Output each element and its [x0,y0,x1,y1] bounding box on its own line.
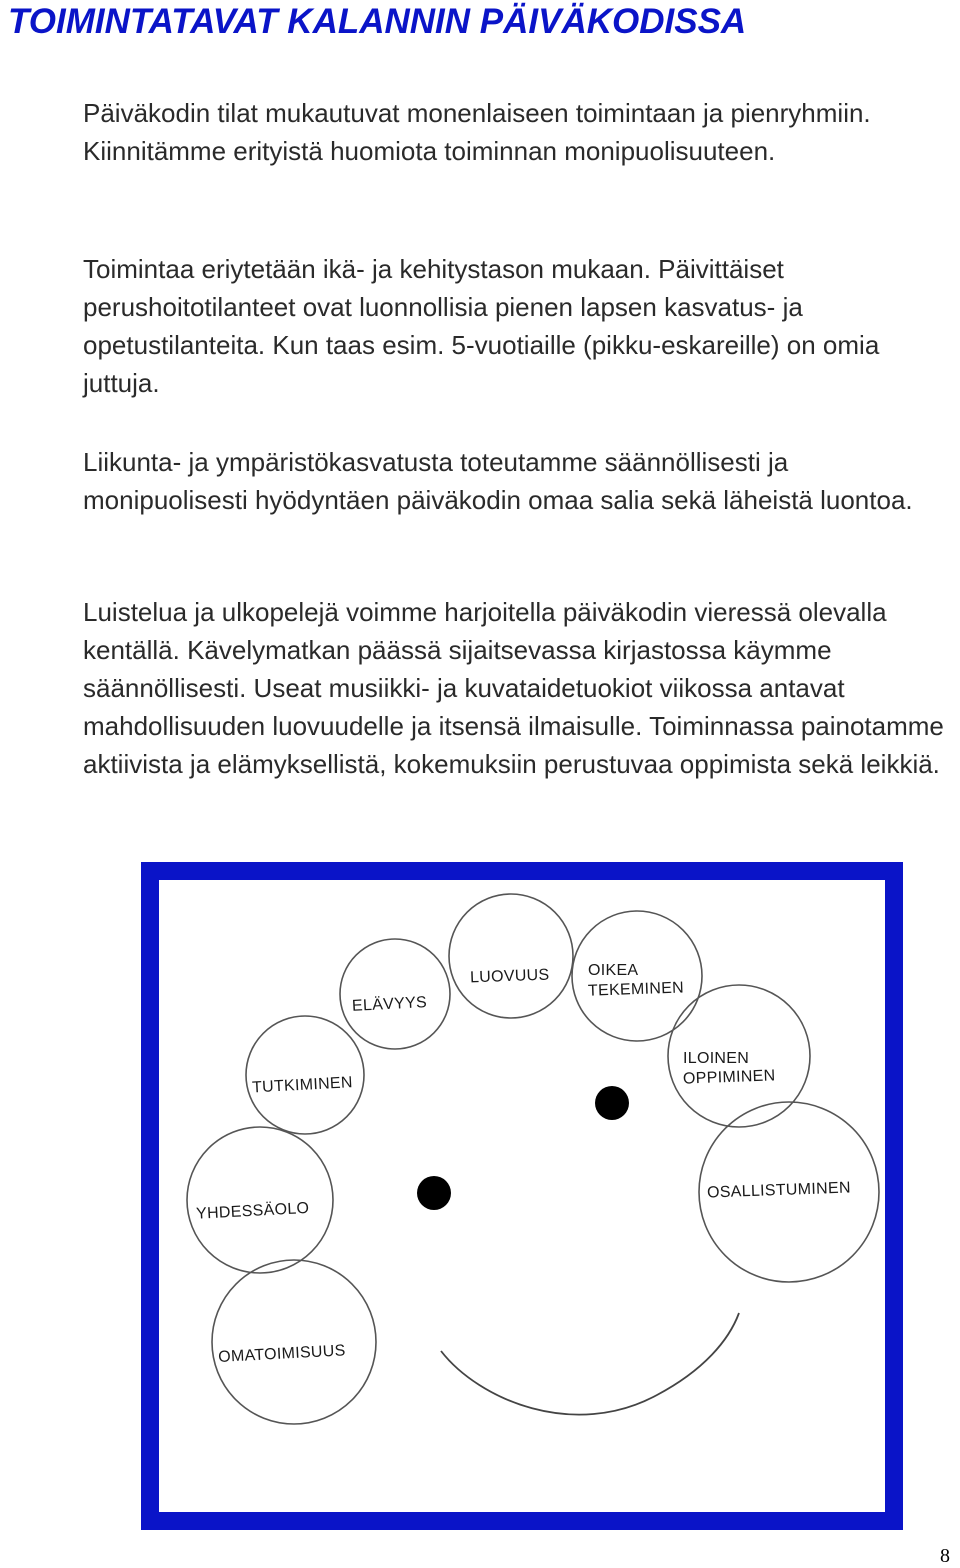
label-yhdessaolo: YHDESSÄOLO [195,1199,310,1223]
paragraph-spaces: Päiväkodin tilat mukautuvat monenlaiseen toimintaan ja pienryhmiin. Kiinnitämme erityistä huomiota toiminnan monipuolisuuteen. [83,98,871,166]
label-oppiminen: OPPIMINEN [682,1067,776,1088]
circle-luovuus [449,894,573,1018]
page-title: TOIMINTATAVAT KALANNIN PÄIVÄKODISSA [8,2,747,41]
right-eye [595,1086,629,1120]
label-elavyys: ELÄVYYS [351,994,428,1015]
label-oikea: OIKEA [588,962,639,979]
label-omatoimisuus: OMATOIMISUUS [217,1342,347,1366]
label-luovuus: LUOVUUS [469,966,550,987]
smiley-circle-diagram [141,862,903,1530]
circle-yhdessaolo [187,1127,333,1273]
label-tekeminen: TEKEMINEN [587,979,685,1000]
label-iloinen: ILOINEN [683,1050,750,1067]
label-tutkiminen: TUTKIMINEN [251,1074,354,1097]
circle-elavyys [340,939,450,1049]
circle-omatoimisuus [212,1260,376,1424]
paragraph-physical-education: Liikunta- ja ympäristökasvatusta toteutamme säännöllisesti ja monipuolisesti hyödyntäen päiväkodin omaa salia sekä läheistä luontoa. [83,447,913,515]
label-osallistuminen: OSALLISTUMINEN [706,1179,852,1202]
paragraph-activities: Luistelua ja ulkopelejä voimme harjoitella päiväkodin vieressä olevalla kentällä. Kävelymatkan päässä sijaitsevassa kirjastossa käymme säännöllisesti. Useat musiikki- ja kuvataidetuokiot viikossa antavat mahdollisuuden luovuudelle ja itsensä ilmaisulle. Toiminnassa painotamme aktiivista ja elämyksellistä, kokemuksiin perustuvaa oppimista sekä leikkiä. [83,597,944,779]
smile-arc [441,1313,739,1415]
paragraph-differentiation: Toimintaa eriytetään ikä- ja kehitystason mukaan. Päivittäiset perushoitotilanteet ovat luonnollisia pienen lapsen kasvatus- ja opetustilanteita. Kun taas esim. 5-vuotiaille (pikku-eskareille) on omia juttuja. [83,254,880,398]
page-number: 8 [940,1545,950,1567]
left-eye [417,1176,451,1210]
diagram-canvas [159,880,885,1512]
